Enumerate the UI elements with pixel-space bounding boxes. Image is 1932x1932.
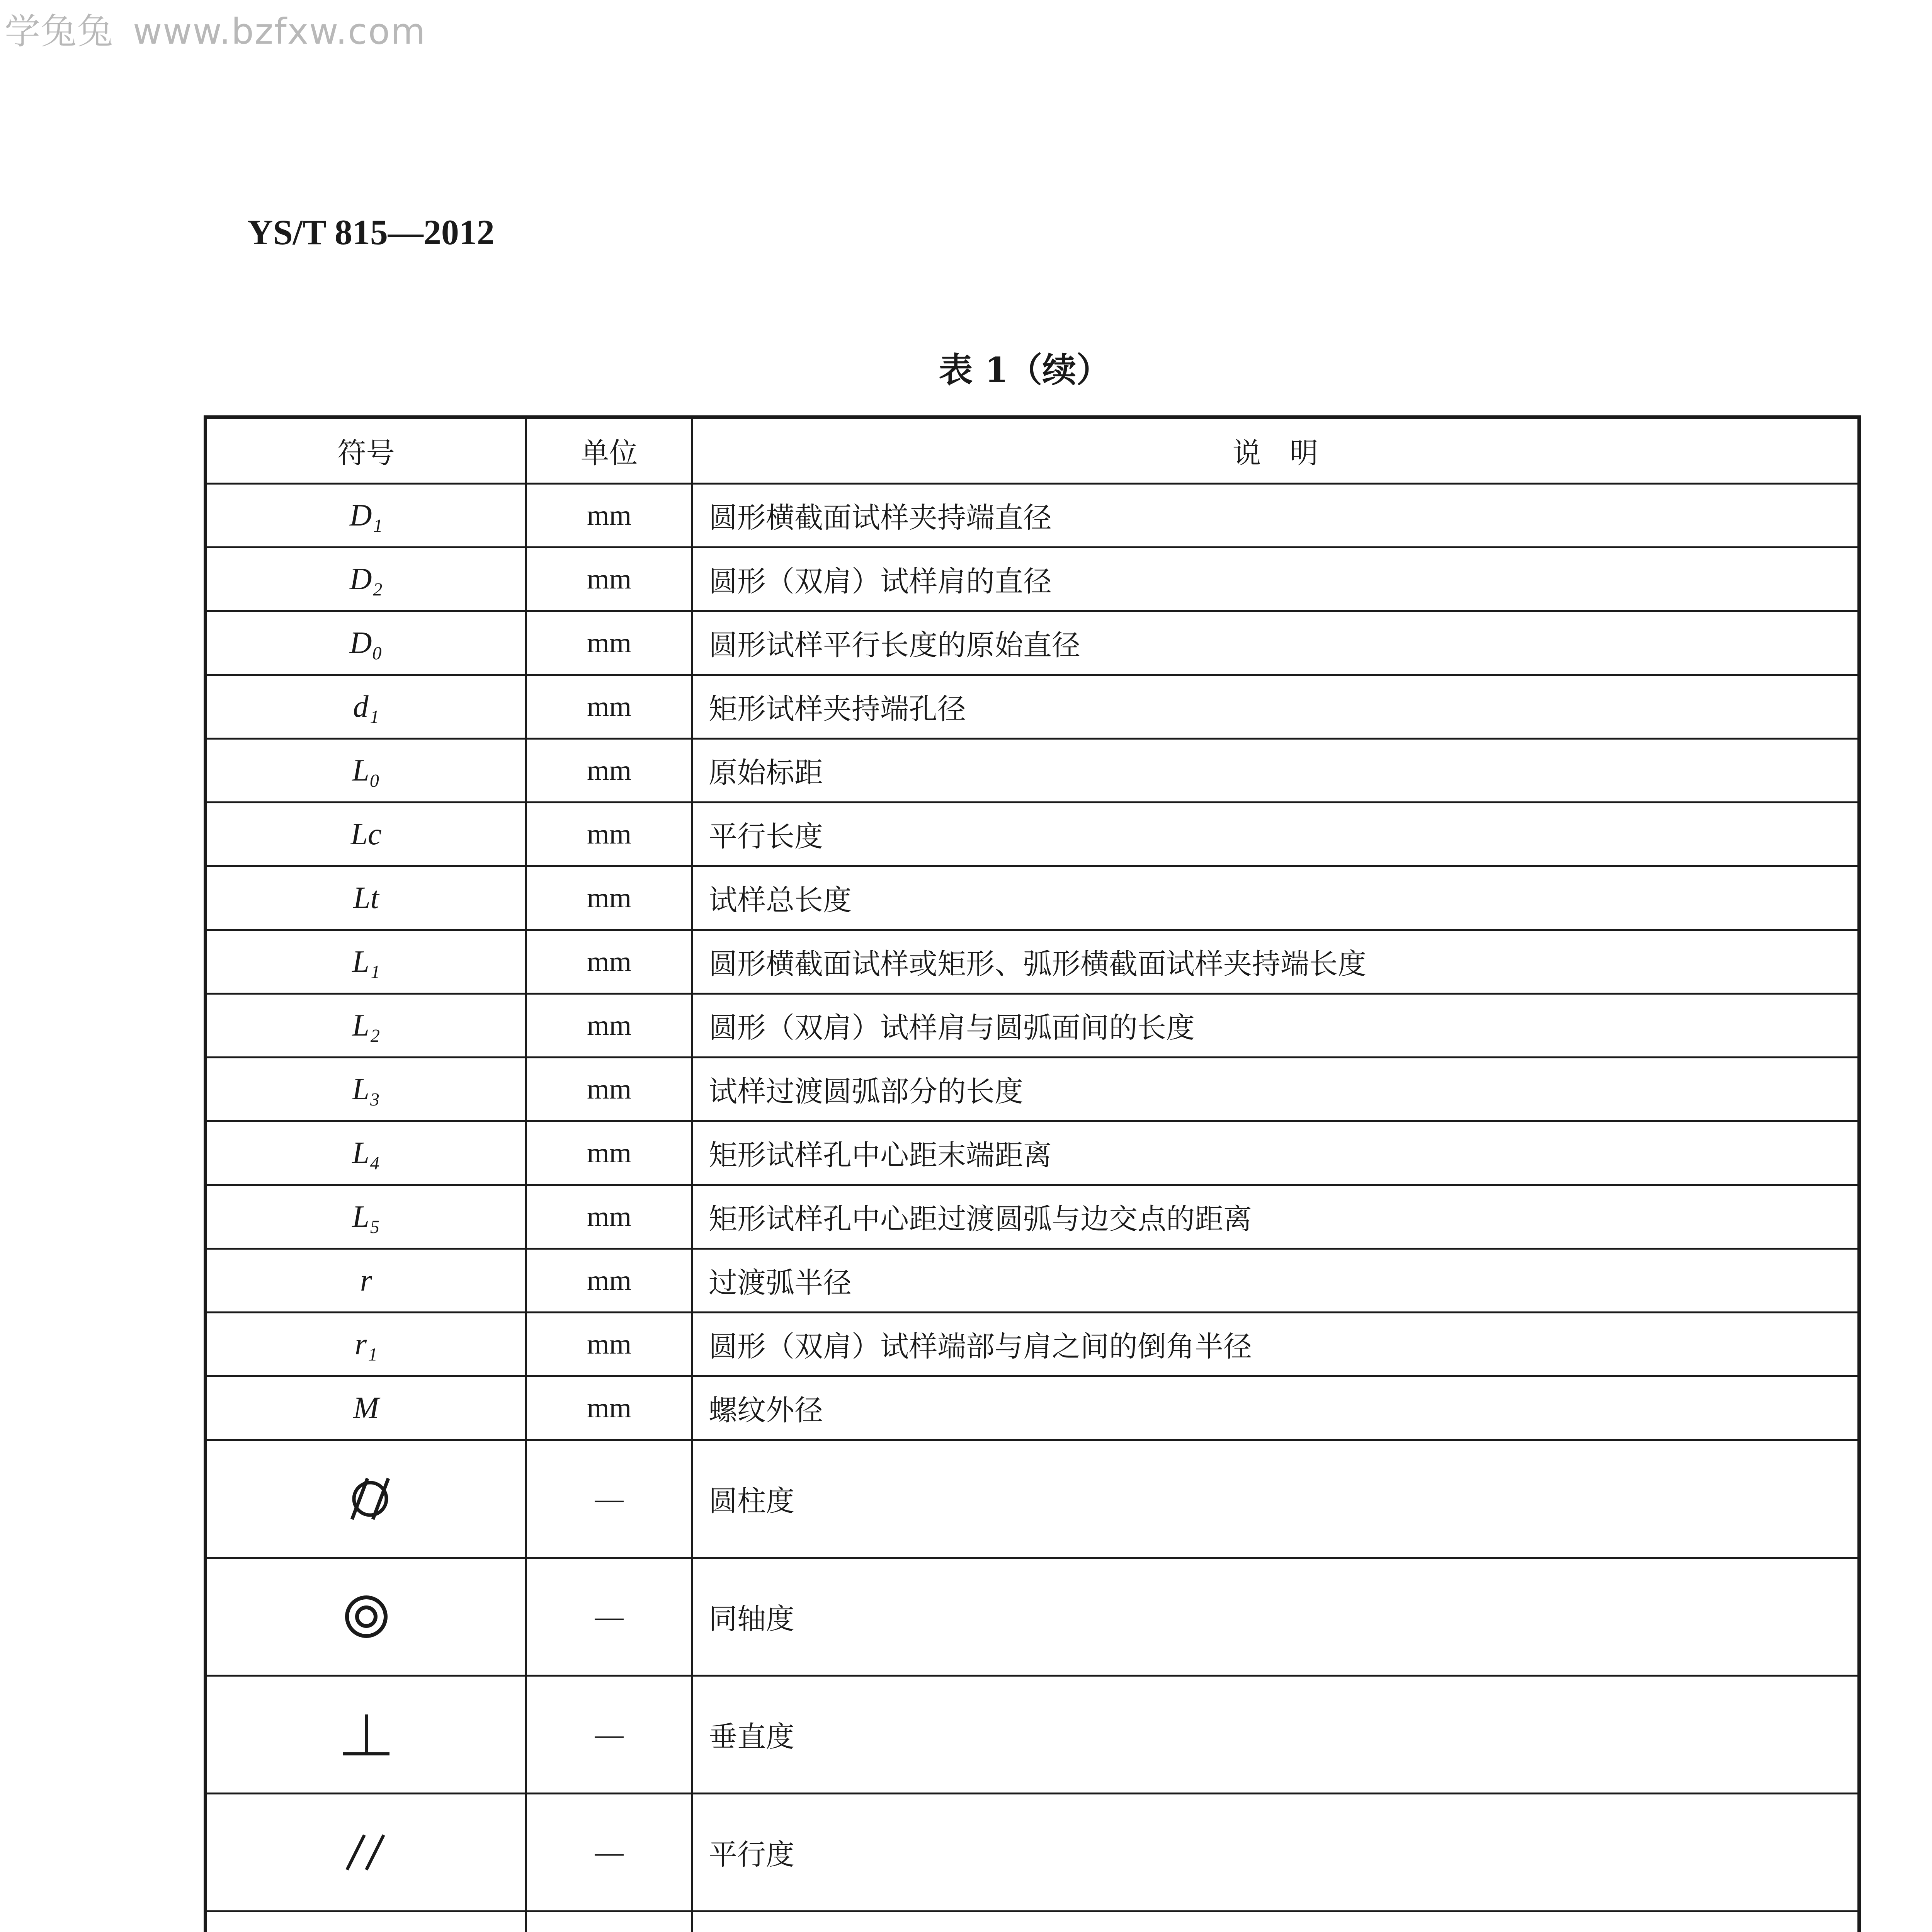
description-cell: 圆柱度 (692, 1440, 1859, 1558)
perpendicularity-icon (339, 1711, 393, 1758)
unit-cell: mm (526, 930, 692, 994)
unit-cell: mm (526, 675, 692, 739)
symbol-cell (206, 1558, 526, 1676)
table-row (206, 1794, 1859, 1912)
unit-cell: mm (526, 611, 692, 675)
symbol-cell (206, 1440, 526, 1558)
table-row (206, 1376, 1859, 1440)
description-cell: 螺纹外径 (692, 1376, 1859, 1440)
description-cell: 试样过渡圆弧部分的长度 (692, 1058, 1859, 1121)
symbol-cell (206, 1794, 526, 1912)
coaxiality-icon (341, 1592, 391, 1642)
description-cell: 过渡弧半径 (692, 1249, 1859, 1313)
table-row (206, 803, 1859, 866)
symbol-cell: L₀ (206, 739, 526, 803)
symbol-cell: L₃ (206, 1058, 526, 1121)
description-cell: 圆形试样平行长度的原始直径 (692, 611, 1859, 675)
symbol-cell: D₁ (206, 484, 526, 548)
unit-cell: mm (526, 1249, 692, 1313)
table-row (206, 739, 1859, 803)
unit-cell: mm (526, 1313, 692, 1376)
table-row (206, 484, 1859, 548)
unit-cell: mm (526, 1121, 692, 1185)
unit-cell: mm (526, 866, 692, 930)
table-title: 表 1（续） (939, 350, 1111, 390)
description-cell: 垂直度 (692, 1676, 1859, 1794)
symbol-cell: d₁ (206, 675, 526, 739)
description-cell (692, 1912, 1859, 1932)
parallelism-icon (339, 1831, 393, 1874)
description-cell: 平行度 (692, 1794, 1859, 1912)
unit-cell: — (526, 1676, 692, 1794)
table-row (206, 548, 1859, 611)
description-cell: 圆形横截面试样夹持端直径 (692, 484, 1859, 548)
symbol-cell: D₀ (206, 611, 526, 675)
symbol-cell (206, 1912, 526, 1932)
unit-cell: mm (526, 1376, 692, 1440)
table-row (206, 1313, 1859, 1376)
table-row (206, 866, 1859, 930)
table-row (206, 1058, 1859, 1121)
symbol-cell (206, 1676, 526, 1794)
symbol-cell: L₁ (206, 930, 526, 994)
symbol-cell: r₁ (206, 1313, 526, 1376)
table-row (206, 1912, 1859, 1932)
description-cell: 矩形试样孔中心距过渡圆弧与边交点的距离 (692, 1185, 1859, 1249)
cylindricity-icon (333, 1474, 399, 1524)
description-cell: 矩形试样孔中心距末端距离 (692, 1121, 1859, 1185)
table-row (206, 994, 1859, 1058)
description-cell: 圆形（双肩）试样肩与圆弧面间的长度 (692, 994, 1859, 1058)
table-header-row (206, 417, 1859, 484)
symbol-cell: L₄ (206, 1121, 526, 1185)
table-row (206, 1558, 1859, 1676)
symbol-cell: D₂ (206, 548, 526, 611)
unit-cell: — (526, 1794, 692, 1912)
symbol-cell: M (206, 1376, 526, 1440)
table-row (206, 1676, 1859, 1794)
unit-cell: mm (526, 1058, 692, 1121)
watermark-site-name: 学兔兔 (5, 11, 114, 52)
table-row (206, 930, 1859, 994)
symbol-cell: Lt (206, 866, 526, 930)
symbol-table (204, 415, 1861, 1932)
symbol-cell: r (206, 1249, 526, 1313)
unit-cell (526, 1912, 692, 1932)
column-header-symbol: 符号 (206, 417, 526, 484)
table-row (206, 1249, 1859, 1313)
unit-cell: mm (526, 484, 692, 548)
description-cell: 同轴度 (692, 1558, 1859, 1676)
description-cell: 试样总长度 (692, 866, 1859, 930)
table-row (206, 1121, 1859, 1185)
unit-cell: mm (526, 548, 692, 611)
description-cell: 矩形试样夹持端孔径 (692, 675, 1859, 739)
table-row (206, 1440, 1859, 1558)
standard-code: YS/T 815—2012 (247, 213, 495, 252)
unit-cell: — (526, 1558, 692, 1676)
symbol-cell: L₂ (206, 994, 526, 1058)
description-cell: 圆形横截面试样或矩形、弧形横截面试样夹持端长度 (692, 930, 1859, 994)
unit-cell: mm (526, 994, 692, 1058)
table-row (206, 675, 1859, 739)
unit-cell: mm (526, 803, 692, 866)
watermark (5, 3, 426, 54)
table-row (206, 611, 1859, 675)
description-cell: 原始标距 (692, 739, 1859, 803)
description-cell: 平行长度 (692, 803, 1859, 866)
table-row (206, 1185, 1859, 1249)
unit-cell: mm (526, 739, 692, 803)
unit-cell: — (526, 1440, 692, 1558)
description-cell: 圆形（双肩）试样肩的直径 (692, 548, 1859, 611)
watermark-url: www.bzfxw.com (133, 11, 426, 52)
description-cell: 圆形（双肩）试样端部与肩之间的倒角半径 (692, 1313, 1859, 1376)
symbol-cell: Lc (206, 803, 526, 866)
unit-cell: mm (526, 1185, 692, 1249)
column-header-unit: 单位 (526, 417, 692, 484)
symbol-cell: L₅ (206, 1185, 526, 1249)
column-header-description: 说 明 (692, 417, 1859, 484)
